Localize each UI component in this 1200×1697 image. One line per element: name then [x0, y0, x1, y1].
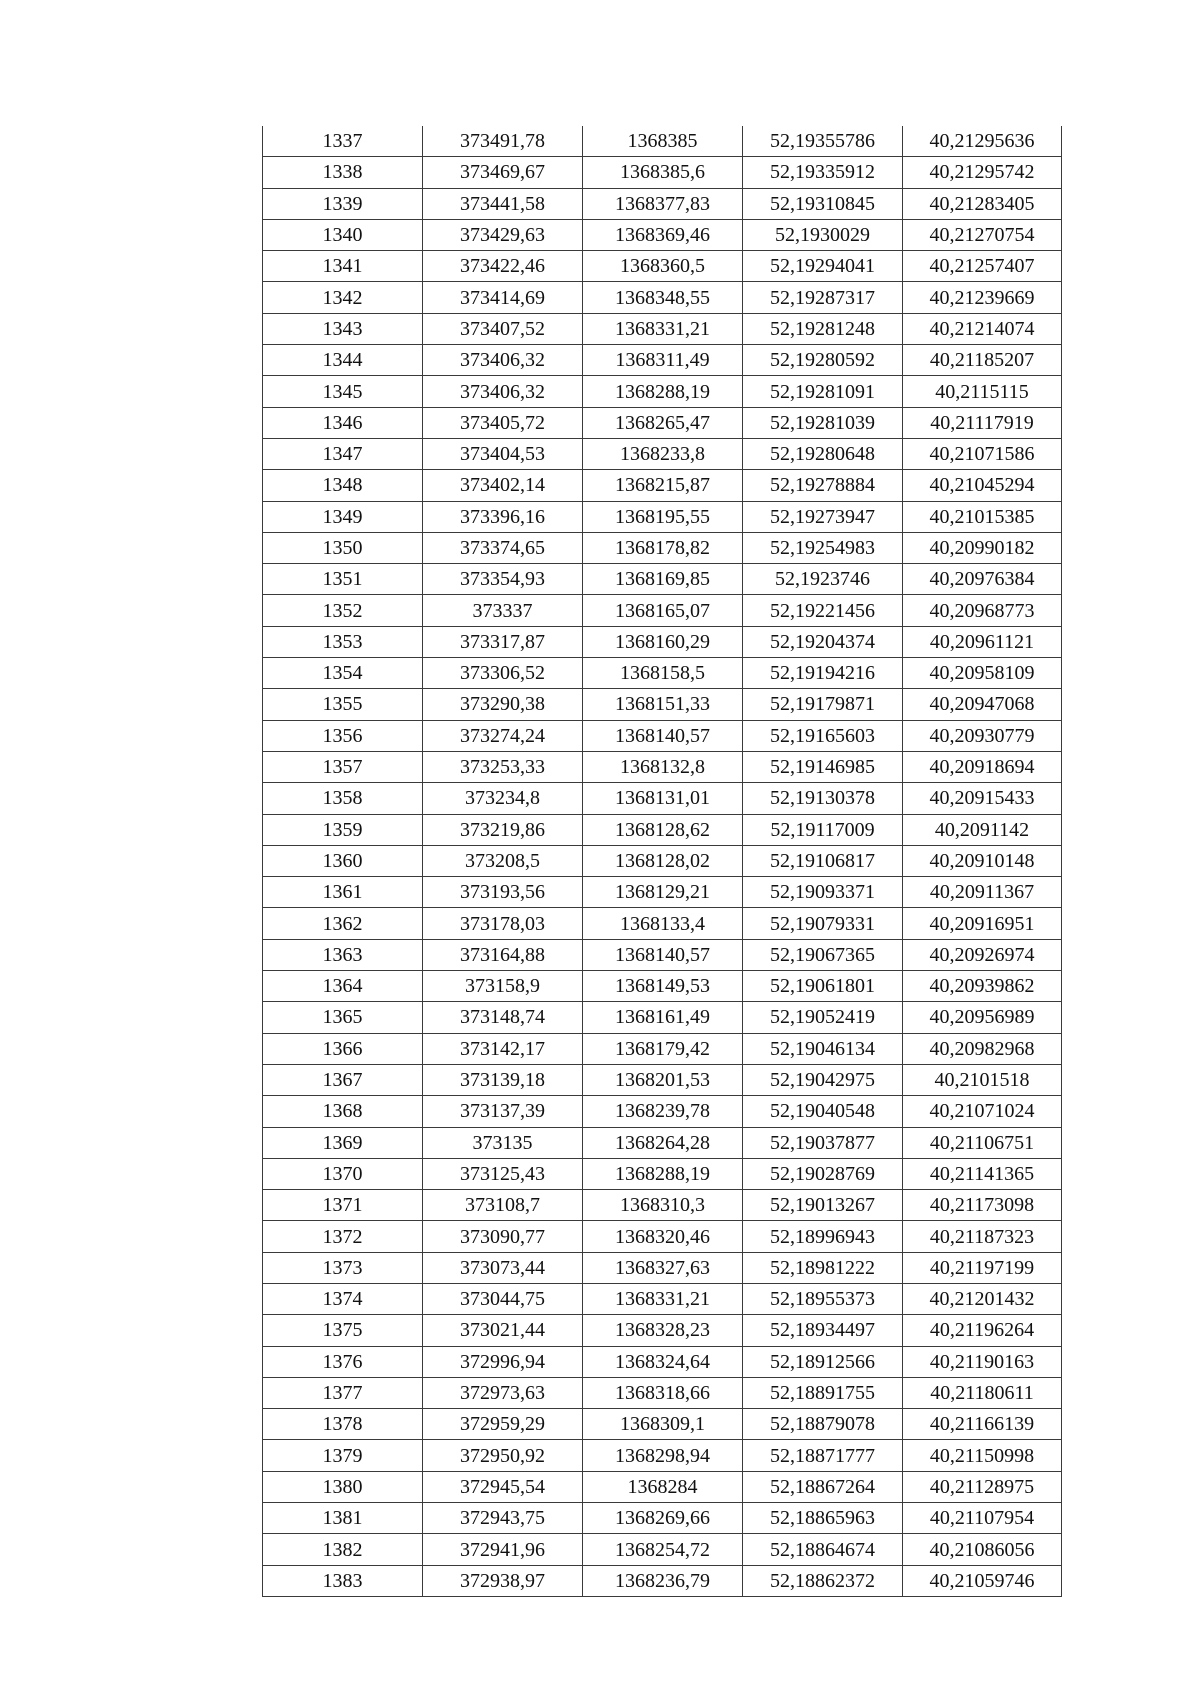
x-coordinate-cell: 373158,9 — [423, 971, 583, 1002]
table-row — [263, 532, 1062, 563]
point-number-cell: 1340 — [263, 219, 423, 250]
longitude-cell: 40,21239669 — [903, 282, 1062, 313]
table-row — [263, 783, 1062, 814]
latitude-cell: 52,19079331 — [743, 908, 903, 939]
x-coordinate-cell: 373108,7 — [423, 1190, 583, 1221]
x-coordinate-cell: 373142,17 — [423, 1033, 583, 1064]
table-row — [263, 564, 1062, 595]
table-row — [263, 1002, 1062, 1033]
point-number-cell: 1370 — [263, 1158, 423, 1189]
point-number-cell: 1348 — [263, 470, 423, 501]
x-coordinate-cell: 373414,69 — [423, 282, 583, 313]
longitude-cell: 40,20916951 — [903, 908, 1062, 939]
longitude-cell: 40,21214074 — [903, 313, 1062, 344]
y-coordinate-cell: 1368131,01 — [583, 783, 743, 814]
latitude-cell: 52,19204374 — [743, 626, 903, 657]
y-coordinate-cell: 1368311,49 — [583, 345, 743, 376]
latitude-cell: 52,18981222 — [743, 1252, 903, 1283]
longitude-cell: 40,21045294 — [903, 470, 1062, 501]
table-row — [263, 1534, 1062, 1565]
x-coordinate-cell: 373407,52 — [423, 313, 583, 344]
point-number-cell: 1376 — [263, 1346, 423, 1377]
x-coordinate-cell: 373306,52 — [423, 658, 583, 689]
latitude-cell: 52,19165603 — [743, 720, 903, 751]
y-coordinate-cell: 1368264,28 — [583, 1127, 743, 1158]
longitude-cell: 40,21180611 — [903, 1377, 1062, 1408]
latitude-cell: 52,19355786 — [743, 126, 903, 157]
longitude-cell: 40,21196264 — [903, 1315, 1062, 1346]
table-row — [263, 720, 1062, 751]
latitude-cell: 52,18879078 — [743, 1409, 903, 1440]
x-coordinate-cell: 373135 — [423, 1127, 583, 1158]
point-number-cell: 1364 — [263, 971, 423, 1002]
latitude-cell: 52,19093371 — [743, 877, 903, 908]
x-coordinate-cell: 373125,43 — [423, 1158, 583, 1189]
y-coordinate-cell: 1368169,85 — [583, 564, 743, 595]
table-row — [263, 1033, 1062, 1064]
longitude-cell: 40,20968773 — [903, 595, 1062, 626]
x-coordinate-cell: 373441,58 — [423, 188, 583, 219]
latitude-cell: 52,19254983 — [743, 532, 903, 563]
point-number-cell: 1350 — [263, 532, 423, 563]
x-coordinate-cell: 372938,97 — [423, 1565, 583, 1596]
table-row — [263, 345, 1062, 376]
point-number-cell: 1372 — [263, 1221, 423, 1252]
point-number-cell: 1378 — [263, 1409, 423, 1440]
table-row — [263, 282, 1062, 313]
x-coordinate-cell: 373396,16 — [423, 501, 583, 532]
x-coordinate-cell: 373274,24 — [423, 720, 583, 751]
latitude-cell: 52,19106817 — [743, 845, 903, 876]
longitude-cell: 40,21185207 — [903, 345, 1062, 376]
table-row — [263, 1565, 1062, 1596]
latitude-cell: 52,18865963 — [743, 1503, 903, 1534]
longitude-cell: 40,21295636 — [903, 126, 1062, 157]
longitude-cell: 40,21015385 — [903, 501, 1062, 532]
table-row — [263, 1503, 1062, 1534]
longitude-cell: 40,21150998 — [903, 1440, 1062, 1471]
point-number-cell: 1375 — [263, 1315, 423, 1346]
longitude-cell: 40,21190163 — [903, 1346, 1062, 1377]
coordinates-table-body — [263, 126, 1062, 1596]
x-coordinate-cell: 372945,54 — [423, 1471, 583, 1502]
latitude-cell: 52,18864674 — [743, 1534, 903, 1565]
point-number-cell: 1359 — [263, 814, 423, 845]
point-number-cell: 1356 — [263, 720, 423, 751]
table-row — [263, 1409, 1062, 1440]
latitude-cell: 52,18912566 — [743, 1346, 903, 1377]
latitude-cell: 52,19278884 — [743, 470, 903, 501]
table-row — [263, 1440, 1062, 1471]
table-row — [263, 595, 1062, 626]
x-coordinate-cell: 373234,8 — [423, 783, 583, 814]
y-coordinate-cell: 1368201,53 — [583, 1064, 743, 1095]
point-number-cell: 1341 — [263, 251, 423, 282]
point-number-cell: 1371 — [263, 1190, 423, 1221]
longitude-cell: 40,21059746 — [903, 1565, 1062, 1596]
point-number-cell: 1357 — [263, 751, 423, 782]
x-coordinate-cell: 373402,14 — [423, 470, 583, 501]
longitude-cell: 40,21071586 — [903, 438, 1062, 469]
y-coordinate-cell: 1368318,66 — [583, 1377, 743, 1408]
y-coordinate-cell: 1368236,79 — [583, 1565, 743, 1596]
y-coordinate-cell: 1368331,21 — [583, 313, 743, 344]
table-row — [263, 1221, 1062, 1252]
table-row — [263, 1315, 1062, 1346]
table-row — [263, 1158, 1062, 1189]
point-number-cell: 1368 — [263, 1096, 423, 1127]
point-number-cell: 1342 — [263, 282, 423, 313]
x-coordinate-cell: 373219,86 — [423, 814, 583, 845]
longitude-cell: 40,20930779 — [903, 720, 1062, 751]
longitude-cell: 40,20956989 — [903, 1002, 1062, 1033]
y-coordinate-cell: 1368360,5 — [583, 251, 743, 282]
x-coordinate-cell: 372950,92 — [423, 1440, 583, 1471]
y-coordinate-cell: 1368129,21 — [583, 877, 743, 908]
latitude-cell: 52,19040548 — [743, 1096, 903, 1127]
latitude-cell: 52,19281248 — [743, 313, 903, 344]
x-coordinate-cell: 373044,75 — [423, 1283, 583, 1314]
latitude-cell: 52,19194216 — [743, 658, 903, 689]
latitude-cell: 52,19294041 — [743, 251, 903, 282]
table-row — [263, 1471, 1062, 1502]
point-number-cell: 1353 — [263, 626, 423, 657]
longitude-cell: 40,20939862 — [903, 971, 1062, 1002]
latitude-cell: 52,19287317 — [743, 282, 903, 313]
latitude-cell: 52,19028769 — [743, 1158, 903, 1189]
point-number-cell: 1377 — [263, 1377, 423, 1408]
point-number-cell: 1380 — [263, 1471, 423, 1502]
longitude-cell: 40,21128975 — [903, 1471, 1062, 1502]
table-row — [263, 1064, 1062, 1095]
x-coordinate-cell: 372973,63 — [423, 1377, 583, 1408]
y-coordinate-cell: 1368149,53 — [583, 971, 743, 1002]
x-coordinate-cell: 372996,94 — [423, 1346, 583, 1377]
y-coordinate-cell: 1368348,55 — [583, 282, 743, 313]
latitude-cell: 52,18955373 — [743, 1283, 903, 1314]
y-coordinate-cell: 1368128,62 — [583, 814, 743, 845]
point-number-cell: 1373 — [263, 1252, 423, 1283]
longitude-cell: 40,21106751 — [903, 1127, 1062, 1158]
longitude-cell: 40,20915433 — [903, 783, 1062, 814]
x-coordinate-cell: 373491,78 — [423, 126, 583, 157]
table-row — [263, 814, 1062, 845]
latitude-cell: 52,18891755 — [743, 1377, 903, 1408]
latitude-cell: 52,18867264 — [743, 1471, 903, 1502]
table-row — [263, 1283, 1062, 1314]
latitude-cell: 52,19335912 — [743, 157, 903, 188]
coordinates-table — [262, 126, 1062, 1597]
latitude-cell: 52,19281091 — [743, 376, 903, 407]
latitude-cell: 52,19146985 — [743, 751, 903, 782]
x-coordinate-cell: 373406,32 — [423, 376, 583, 407]
latitude-cell: 52,19221456 — [743, 595, 903, 626]
point-number-cell: 1365 — [263, 1002, 423, 1033]
point-number-cell: 1345 — [263, 376, 423, 407]
table-row — [263, 501, 1062, 532]
y-coordinate-cell: 1368310,3 — [583, 1190, 743, 1221]
x-coordinate-cell: 373178,03 — [423, 908, 583, 939]
longitude-cell: 40,20926974 — [903, 939, 1062, 970]
point-number-cell: 1355 — [263, 689, 423, 720]
table-row — [263, 1377, 1062, 1408]
x-coordinate-cell: 372941,96 — [423, 1534, 583, 1565]
table-row — [263, 751, 1062, 782]
longitude-cell: 40,20910148 — [903, 845, 1062, 876]
x-coordinate-cell: 373405,72 — [423, 407, 583, 438]
point-number-cell: 1351 — [263, 564, 423, 595]
latitude-cell: 52,19042975 — [743, 1064, 903, 1095]
point-number-cell: 1381 — [263, 1503, 423, 1534]
point-number-cell: 1374 — [263, 1283, 423, 1314]
y-coordinate-cell: 1368133,4 — [583, 908, 743, 939]
x-coordinate-cell: 373137,39 — [423, 1096, 583, 1127]
x-coordinate-cell: 372959,29 — [423, 1409, 583, 1440]
y-coordinate-cell: 1368327,63 — [583, 1252, 743, 1283]
table-row — [263, 626, 1062, 657]
x-coordinate-cell: 373193,56 — [423, 877, 583, 908]
longitude-cell: 40,21086056 — [903, 1534, 1062, 1565]
latitude-cell: 52,19061801 — [743, 971, 903, 1002]
x-coordinate-cell: 373422,46 — [423, 251, 583, 282]
longitude-cell: 40,20918694 — [903, 751, 1062, 782]
point-number-cell: 1362 — [263, 908, 423, 939]
longitude-cell: 40,2101518 — [903, 1064, 1062, 1095]
point-number-cell: 1344 — [263, 345, 423, 376]
table-row — [263, 939, 1062, 970]
table-row — [263, 407, 1062, 438]
latitude-cell: 52,1923746 — [743, 564, 903, 595]
table-row — [263, 658, 1062, 689]
point-number-cell: 1379 — [263, 1440, 423, 1471]
longitude-cell: 40,21295742 — [903, 157, 1062, 188]
latitude-cell: 52,19280648 — [743, 438, 903, 469]
longitude-cell: 40,21283405 — [903, 188, 1062, 219]
x-coordinate-cell: 373337 — [423, 595, 583, 626]
point-number-cell: 1360 — [263, 845, 423, 876]
table-row — [263, 188, 1062, 219]
point-number-cell: 1383 — [263, 1565, 423, 1596]
x-coordinate-cell: 373021,44 — [423, 1315, 583, 1346]
y-coordinate-cell: 1368160,29 — [583, 626, 743, 657]
x-coordinate-cell: 373090,77 — [423, 1221, 583, 1252]
longitude-cell: 40,21187323 — [903, 1221, 1062, 1252]
latitude-cell: 52,1930029 — [743, 219, 903, 250]
y-coordinate-cell: 1368385,6 — [583, 157, 743, 188]
latitude-cell: 52,19130378 — [743, 783, 903, 814]
table-row — [263, 1127, 1062, 1158]
longitude-cell: 40,20982968 — [903, 1033, 1062, 1064]
latitude-cell: 52,19280592 — [743, 345, 903, 376]
y-coordinate-cell: 1368215,87 — [583, 470, 743, 501]
longitude-cell: 40,2091142 — [903, 814, 1062, 845]
table-row — [263, 313, 1062, 344]
point-number-cell: 1367 — [263, 1064, 423, 1095]
latitude-cell: 52,19052419 — [743, 1002, 903, 1033]
point-number-cell: 1361 — [263, 877, 423, 908]
y-coordinate-cell: 1368320,46 — [583, 1221, 743, 1252]
table-row — [263, 1346, 1062, 1377]
x-coordinate-cell: 373404,53 — [423, 438, 583, 469]
y-coordinate-cell: 1368132,8 — [583, 751, 743, 782]
y-coordinate-cell: 1368288,19 — [583, 1158, 743, 1189]
table-row — [263, 845, 1062, 876]
x-coordinate-cell: 373429,63 — [423, 219, 583, 250]
x-coordinate-cell: 373290,38 — [423, 689, 583, 720]
table-row — [263, 251, 1062, 282]
point-number-cell: 1346 — [263, 407, 423, 438]
table-row — [263, 157, 1062, 188]
table-row — [263, 438, 1062, 469]
longitude-cell: 40,2115115 — [903, 376, 1062, 407]
latitude-cell: 52,18934497 — [743, 1315, 903, 1346]
x-coordinate-cell: 372943,75 — [423, 1503, 583, 1534]
latitude-cell: 52,18871777 — [743, 1440, 903, 1471]
latitude-cell: 52,19046134 — [743, 1033, 903, 1064]
point-number-cell: 1358 — [263, 783, 423, 814]
x-coordinate-cell: 373073,44 — [423, 1252, 583, 1283]
x-coordinate-cell: 373139,18 — [423, 1064, 583, 1095]
y-coordinate-cell: 1368165,07 — [583, 595, 743, 626]
point-number-cell: 1382 — [263, 1534, 423, 1565]
longitude-cell: 40,21117919 — [903, 407, 1062, 438]
y-coordinate-cell: 1368254,72 — [583, 1534, 743, 1565]
x-coordinate-cell: 373208,5 — [423, 845, 583, 876]
point-number-cell: 1363 — [263, 939, 423, 970]
longitude-cell: 40,20976384 — [903, 564, 1062, 595]
table-row — [263, 219, 1062, 250]
table-row — [263, 877, 1062, 908]
point-number-cell: 1339 — [263, 188, 423, 219]
longitude-cell: 40,20958109 — [903, 658, 1062, 689]
y-coordinate-cell: 1368324,64 — [583, 1346, 743, 1377]
longitude-cell: 40,20911367 — [903, 877, 1062, 908]
point-number-cell: 1354 — [263, 658, 423, 689]
longitude-cell: 40,21270754 — [903, 219, 1062, 250]
longitude-cell: 40,21173098 — [903, 1190, 1062, 1221]
x-coordinate-cell: 373469,67 — [423, 157, 583, 188]
longitude-cell: 40,21071024 — [903, 1096, 1062, 1127]
longitude-cell: 40,20961121 — [903, 626, 1062, 657]
x-coordinate-cell: 373374,65 — [423, 532, 583, 563]
table-row — [263, 126, 1062, 157]
y-coordinate-cell: 1368269,66 — [583, 1503, 743, 1534]
y-coordinate-cell: 1368369,46 — [583, 219, 743, 250]
table-row — [263, 689, 1062, 720]
point-number-cell: 1338 — [263, 157, 423, 188]
table-row — [263, 971, 1062, 1002]
point-number-cell: 1369 — [263, 1127, 423, 1158]
y-coordinate-cell: 1368178,82 — [583, 532, 743, 563]
y-coordinate-cell: 1368298,94 — [583, 1440, 743, 1471]
y-coordinate-cell: 1368158,5 — [583, 658, 743, 689]
y-coordinate-cell: 1368128,02 — [583, 845, 743, 876]
y-coordinate-cell: 1368161,49 — [583, 1002, 743, 1033]
latitude-cell: 52,19037877 — [743, 1127, 903, 1158]
y-coordinate-cell: 1368239,78 — [583, 1096, 743, 1127]
x-coordinate-cell: 373317,87 — [423, 626, 583, 657]
y-coordinate-cell: 1368331,21 — [583, 1283, 743, 1314]
x-coordinate-cell: 373164,88 — [423, 939, 583, 970]
longitude-cell: 40,21257407 — [903, 251, 1062, 282]
longitude-cell: 40,21141365 — [903, 1158, 1062, 1189]
x-coordinate-cell: 373148,74 — [423, 1002, 583, 1033]
latitude-cell: 52,19013267 — [743, 1190, 903, 1221]
table-row — [263, 376, 1062, 407]
y-coordinate-cell: 1368309,1 — [583, 1409, 743, 1440]
table-row — [263, 1252, 1062, 1283]
y-coordinate-cell: 1368233,8 — [583, 438, 743, 469]
table-row — [263, 1096, 1062, 1127]
y-coordinate-cell: 1368328,23 — [583, 1315, 743, 1346]
y-coordinate-cell: 1368151,33 — [583, 689, 743, 720]
x-coordinate-cell: 373354,93 — [423, 564, 583, 595]
y-coordinate-cell: 1368288,19 — [583, 376, 743, 407]
y-coordinate-cell: 1368385 — [583, 126, 743, 157]
longitude-cell: 40,21166139 — [903, 1409, 1062, 1440]
point-number-cell: 1352 — [263, 595, 423, 626]
latitude-cell: 52,19117009 — [743, 814, 903, 845]
y-coordinate-cell: 1368377,83 — [583, 188, 743, 219]
y-coordinate-cell: 1368284 — [583, 1471, 743, 1502]
longitude-cell: 40,20990182 — [903, 532, 1062, 563]
point-number-cell: 1366 — [263, 1033, 423, 1064]
longitude-cell: 40,20947068 — [903, 689, 1062, 720]
latitude-cell: 52,18996943 — [743, 1221, 903, 1252]
y-coordinate-cell: 1368195,55 — [583, 501, 743, 532]
point-number-cell: 1349 — [263, 501, 423, 532]
latitude-cell: 52,19179871 — [743, 689, 903, 720]
longitude-cell: 40,21201432 — [903, 1283, 1062, 1314]
table-row — [263, 1190, 1062, 1221]
table-row — [263, 470, 1062, 501]
latitude-cell: 52,19273947 — [743, 501, 903, 532]
y-coordinate-cell: 1368140,57 — [583, 939, 743, 970]
longitude-cell: 40,21107954 — [903, 1503, 1062, 1534]
latitude-cell: 52,19067365 — [743, 939, 903, 970]
point-number-cell: 1347 — [263, 438, 423, 469]
point-number-cell: 1337 — [263, 126, 423, 157]
longitude-cell: 40,21197199 — [903, 1252, 1062, 1283]
y-coordinate-cell: 1368179,42 — [583, 1033, 743, 1064]
latitude-cell: 52,18862372 — [743, 1565, 903, 1596]
latitude-cell: 52,19281039 — [743, 407, 903, 438]
y-coordinate-cell: 1368265,47 — [583, 407, 743, 438]
y-coordinate-cell: 1368140,57 — [583, 720, 743, 751]
table-row — [263, 908, 1062, 939]
latitude-cell: 52,19310845 — [743, 188, 903, 219]
point-number-cell: 1343 — [263, 313, 423, 344]
x-coordinate-cell: 373253,33 — [423, 751, 583, 782]
x-coordinate-cell: 373406,32 — [423, 345, 583, 376]
